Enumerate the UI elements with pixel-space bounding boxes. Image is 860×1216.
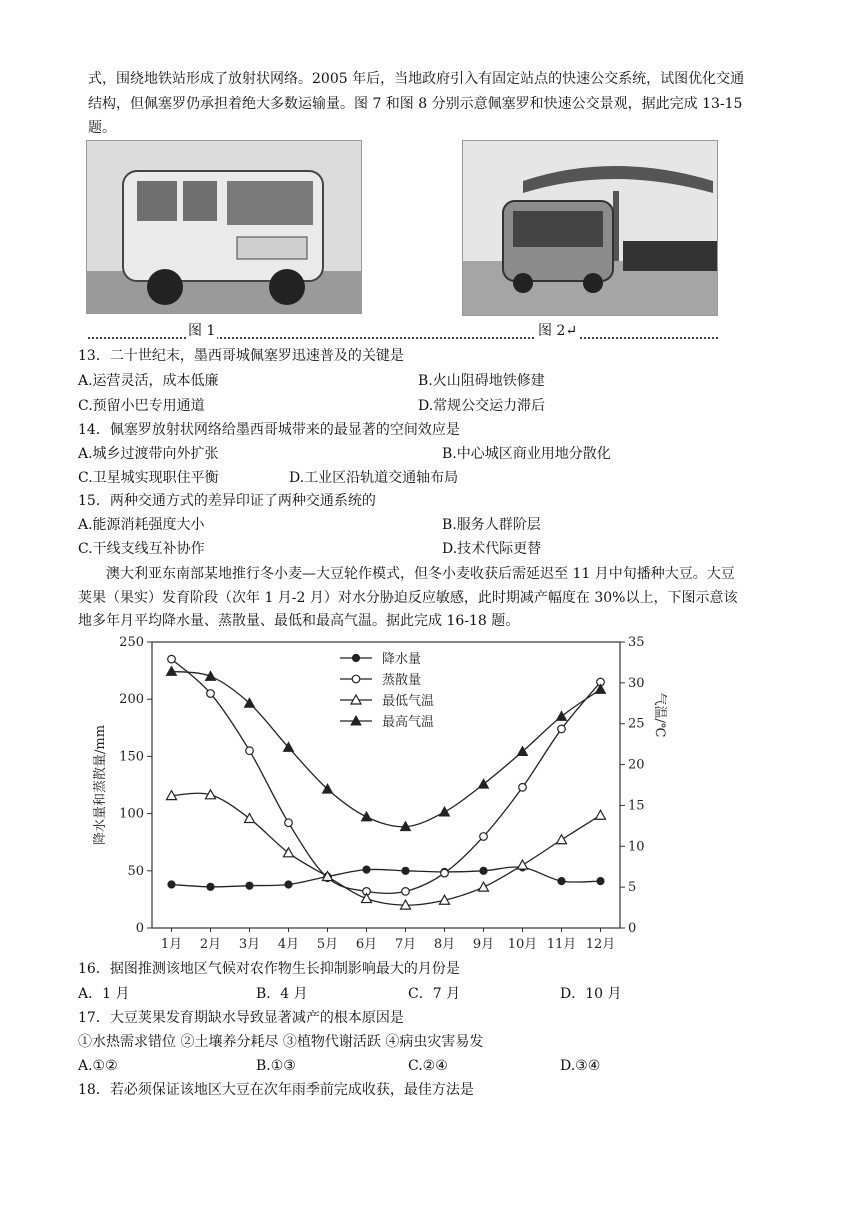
question-14-stem: 14．佩塞罗放射状网络给墨西哥城带来的最显著的空间效应是 <box>78 422 460 438</box>
legend-label: 最高气温 <box>382 715 435 730</box>
question-15-option-a[interactable]: A.能源消耗强度大小 <box>78 517 205 533</box>
question-13-stem: 13．二十世纪末，墨西哥城佩塞罗迅速普及的关键是 <box>78 348 404 364</box>
right-tick-label: 15 <box>628 798 645 814</box>
data-point <box>246 747 254 755</box>
left-tick-label: 150 <box>119 749 144 765</box>
x-tick-label: 10月 <box>507 937 538 952</box>
right-tick-label: 20 <box>628 757 645 773</box>
data-point <box>596 810 606 819</box>
y-axis-left-title: 降水量和蒸散量/mm <box>93 724 108 846</box>
data-point <box>479 882 489 891</box>
passage-line: 地多年月平均降水量、蒸散量、最低和最高气温。据此完成 16-18 题。 <box>78 613 520 629</box>
question-15-option-b[interactable]: B.服务人群阶层 <box>442 517 541 533</box>
data-point <box>285 819 293 827</box>
data-point <box>557 711 567 720</box>
x-tick-label: 9月 <box>472 937 495 952</box>
data-point <box>363 866 370 873</box>
data-point <box>207 883 214 890</box>
data-point <box>207 690 215 698</box>
data-point <box>441 869 449 877</box>
data-point <box>168 881 175 888</box>
left-tick-label: 250 <box>119 635 144 650</box>
passage-line: 荚果（果实）发育阶段（次年 1 月-2 月）对水分胁迫反应敏感，此时期减产幅度在 30%以上，下图示意该 <box>78 590 738 606</box>
x-tick-label: 12月 <box>585 937 616 952</box>
x-tick-label: 7月 <box>394 937 417 952</box>
question-13-option-b[interactable]: B.火山阻碍地铁修建 <box>418 373 545 389</box>
data-point <box>519 783 527 791</box>
data-point <box>168 655 176 663</box>
right-tick-label: 10 <box>628 839 645 855</box>
left-tick-label: 50 <box>127 863 144 879</box>
data-point <box>402 867 409 874</box>
data-point <box>206 671 216 680</box>
data-point <box>480 833 488 841</box>
x-tick-label: 1月 <box>160 937 183 952</box>
figure-caption-divider <box>88 323 718 339</box>
data-point <box>362 894 372 903</box>
question-17-option-b[interactable]: B.①③ <box>256 1058 296 1074</box>
y-axis-right-title: 气温/℃ <box>652 692 667 738</box>
left-tick-label: 200 <box>119 692 144 708</box>
data-point <box>518 860 528 869</box>
right-tick-label: 35 <box>628 635 645 650</box>
data-point <box>557 835 567 844</box>
data-point <box>402 888 410 896</box>
data-point <box>167 666 177 675</box>
x-tick-label: 8月 <box>433 937 456 952</box>
data-point <box>558 877 565 884</box>
left-tick-label: 0 <box>135 921 144 936</box>
data-point <box>246 882 253 889</box>
x-tick-label: 5月 <box>316 937 339 952</box>
passage-line: 澳大利亚东南部某地推行冬小麦—大豆轮作模式，但冬小麦收获后需延迟至 11 月中旬播种大豆。大豆 <box>106 566 735 582</box>
intro-line: 结构，但佩塞罗仍承担着绝大多数运输量。图 7 和图 8 分别示意佩塞罗和快速公交景观，据此完成 13-15 <box>88 96 743 112</box>
question-13-option-d[interactable]: D.常规公交运力滞后 <box>418 398 546 414</box>
legend-label: 最低气温 <box>382 694 435 709</box>
right-tick-label: 0 <box>628 921 637 936</box>
question-14-option-a[interactable]: A.城乡过渡带向外扩张 <box>78 446 219 462</box>
series-line-1 <box>172 867 601 887</box>
minibus-photo <box>86 140 362 314</box>
x-tick-label: 4月 <box>277 937 300 952</box>
question-14-option-c[interactable]: C.卫星城实现职住平衡 <box>78 470 219 486</box>
data-point <box>285 881 292 888</box>
data-point <box>479 779 489 788</box>
data-point <box>284 848 294 857</box>
question-17-statements: ①水热需求错位 ②土壤养分耗尽 ③植物代谢活跃 ④病虫灾害易发 <box>78 1034 484 1050</box>
question-17-stem: 17．大豆荚果发育期缺水导致显著减产的根本原因是 <box>78 1010 404 1026</box>
data-point <box>480 867 487 874</box>
question-16-stem: 16．据图推测该地区气候对农作物生长抑制影响最大的月份是 <box>78 961 460 977</box>
question-16-option-b[interactable]: B．4 月 <box>256 986 308 1002</box>
question-14-option-d[interactable]: D.工业区沿轨道交通轴布局 <box>289 470 459 486</box>
question-13-option-a[interactable]: A.运营灵活，成本低廉 <box>78 373 219 389</box>
intro-line: 式，围绕地铁站形成了放射状网络。2005 年后，当地政府引入有固定站点的快速公交系统，试图优化交通 <box>88 71 745 87</box>
question-15-option-c[interactable]: C.干线支线互补协作 <box>78 541 205 557</box>
question-17-option-d[interactable]: D.③④ <box>560 1058 601 1074</box>
question-15-option-d[interactable]: D.技术代际更替 <box>442 541 542 557</box>
right-tick-label: 5 <box>628 880 637 896</box>
brt-station-photo <box>462 140 718 316</box>
climate-chart <box>88 628 690 958</box>
data-point <box>352 654 359 661</box>
figure-1-caption: 图 1 <box>186 320 217 340</box>
data-point <box>558 725 566 733</box>
question-18-stem: 18．若必须保证该地区大豆在次年雨季前完成收获，最佳方法是 <box>78 1082 474 1098</box>
question-17-option-a[interactable]: A.①② <box>78 1058 118 1074</box>
x-tick-label: 6月 <box>355 937 378 952</box>
x-tick-label: 3月 <box>238 937 261 952</box>
right-tick-label: 30 <box>628 675 645 691</box>
legend-label: 降水量 <box>382 652 422 667</box>
question-16-option-c[interactable]: C．7 月 <box>408 986 461 1002</box>
data-point <box>440 807 450 816</box>
legend-label: 蒸散量 <box>382 673 422 688</box>
question-15-stem: 15．两种交通方式的差异印证了两种交通系统的 <box>78 493 376 509</box>
left-tick-label: 100 <box>119 806 144 822</box>
data-point <box>597 877 604 884</box>
figure-2-caption: 图 2↵ <box>536 320 579 340</box>
x-tick-label: 2月 <box>199 937 222 952</box>
question-16-option-d[interactable]: D．10 月 <box>560 986 622 1002</box>
data-point <box>352 675 360 683</box>
question-17-option-c[interactable]: C.②④ <box>408 1058 448 1074</box>
question-14-option-b[interactable]: B.中心城区商业用地分散化 <box>442 446 611 462</box>
series-line-3 <box>172 793 601 905</box>
data-point <box>362 812 372 821</box>
question-16-option-a[interactable]: A．1 月 <box>78 986 130 1002</box>
question-13-option-c[interactable]: C.预留小巴专用通道 <box>78 398 205 414</box>
x-tick-label: 11月 <box>546 937 577 952</box>
right-tick-label: 25 <box>628 716 645 732</box>
data-point <box>245 814 255 823</box>
intro-line: 题。 <box>88 120 116 136</box>
